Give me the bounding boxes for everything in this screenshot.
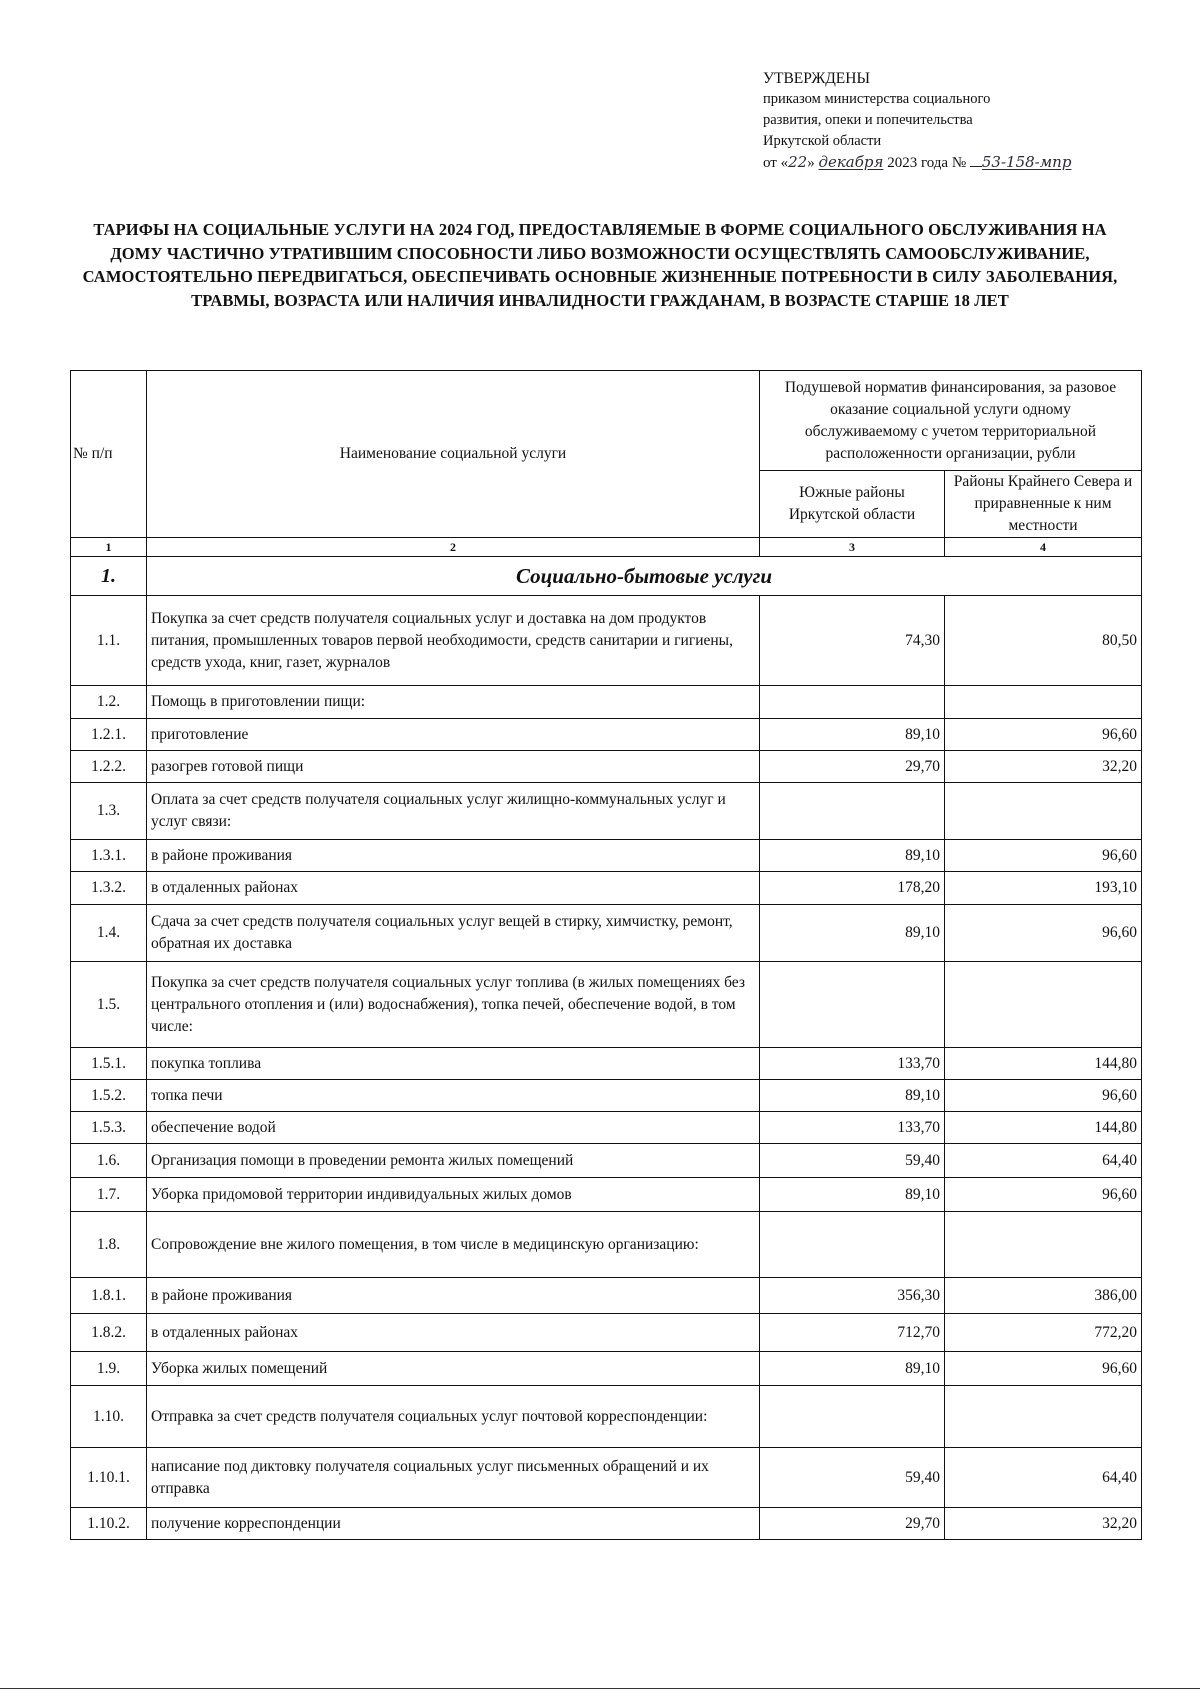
row-number: 1.5.3. bbox=[71, 1112, 147, 1144]
approval-title: УТВЕРЖДЕНЫ bbox=[763, 70, 870, 87]
row-south-tariff: 59,40 bbox=[760, 1144, 945, 1178]
row-south-tariff bbox=[760, 1386, 945, 1448]
table-row bbox=[71, 1314, 1142, 1352]
row-service-name: Отправка за счет средств получателя социальных услуг почтовой корреспонденции: bbox=[147, 1386, 760, 1448]
row-service-name: Помощь в приготовлении пищи: bbox=[147, 686, 760, 719]
row-service-name: Уборка жилых помещений bbox=[147, 1352, 760, 1386]
header-north: Районы Крайнего Севера и приравненные к ним местности bbox=[945, 471, 1142, 538]
table-row bbox=[71, 686, 1142, 719]
row-south-tariff: 178,20 bbox=[760, 872, 945, 905]
table-row bbox=[71, 1048, 1142, 1080]
table-row bbox=[71, 1386, 1142, 1448]
row-south-tariff: 133,70 bbox=[760, 1048, 945, 1080]
table-row bbox=[71, 1080, 1142, 1112]
header-num: № п/п bbox=[71, 371, 147, 538]
row-south-tariff bbox=[760, 783, 945, 840]
row-number: 1.3.2. bbox=[71, 872, 147, 905]
col-number: 3 bbox=[760, 538, 945, 557]
row-north-tariff: 32,20 bbox=[945, 1508, 1142, 1540]
table-row bbox=[71, 1212, 1142, 1278]
row-south-tariff: 89,10 bbox=[760, 719, 945, 751]
row-south-tariff bbox=[760, 1212, 945, 1278]
row-north-tariff: 96,60 bbox=[945, 840, 1142, 872]
tariffs-table bbox=[70, 370, 1142, 1540]
row-number: 1.3. bbox=[71, 783, 147, 840]
col-number: 1 bbox=[71, 538, 147, 557]
header-name: Наименование социальной услуги bbox=[147, 371, 760, 538]
document-title: ТАРИФЫ НА СОЦИАЛЬНЫЕ УСЛУГИ НА 2024 ГОД, ПРЕДОСТАВЛЯЕМЫЕ В ФОРМЕ СОЦИАЛЬНОГО ОБСЛУЖИВАНИЯ НА ДОМУ ЧАСТИЧНО УТРАТИВШИМ СПОСОБНОСТИ ЛИБО ВОЗМОЖНОСТИ ОСУЩЕСТВЛЯТЬ САМООБСЛУЖИВАНИЕ, САМОСТОЯТЕЛЬНО ПЕРЕДВИГАТЬСЯ, ОБЕСПЕЧИВАТЬ ОСНОВНЫЕ ЖИЗНЕННЫЕ ПОТРЕБНОСТИ В СИЛУ ЗАБОЛЕВАНИЯ, ТРАВМЫ, ВОЗРАСТА ИЛИ НАЛИЧИЯ ИНВАЛИДНОСТИ ГРАЖДАНАМ, В ВОЗРАСТЕ СТАРШЕ 18 ЛЕТ bbox=[82, 220, 1118, 310]
row-number: 1.4. bbox=[71, 905, 147, 962]
approval-block bbox=[763, 68, 1183, 174]
row-number: 1.1. bbox=[71, 596, 147, 686]
row-service-name: Уборка придомовой территории индивидуальных жилых домов bbox=[147, 1178, 760, 1212]
row-number: 1.5.1. bbox=[71, 1048, 147, 1080]
row-south-tariff bbox=[760, 962, 945, 1048]
row-north-tariff: 144,80 bbox=[945, 1048, 1142, 1080]
row-service-name: получение корреспонденции bbox=[147, 1508, 760, 1540]
row-south-tariff: 133,70 bbox=[760, 1112, 945, 1144]
row-north-tariff bbox=[945, 783, 1142, 840]
row-south-tariff: 356,30 bbox=[760, 1278, 945, 1314]
table-row bbox=[71, 1352, 1142, 1386]
row-south-tariff: 89,10 bbox=[760, 1178, 945, 1212]
row-south-tariff: 74,30 bbox=[760, 596, 945, 686]
row-service-name: Сопровождение вне жилого помещения, в том числе в медицинскую организацию: bbox=[147, 1212, 760, 1278]
row-service-name: в районе проживания bbox=[147, 840, 760, 872]
date-year: 2023 года № bbox=[883, 155, 970, 171]
column-numbers-row bbox=[71, 538, 1142, 557]
row-service-name: Оплата за счет средств получателя социальных услуг жилищно-коммунальных услуг и услуг связи: bbox=[147, 783, 760, 840]
table-row bbox=[71, 840, 1142, 872]
table-row bbox=[71, 1508, 1142, 1540]
table-row bbox=[71, 1278, 1142, 1314]
row-number: 1.10.2. bbox=[71, 1508, 147, 1540]
row-number: 1.2.2. bbox=[71, 751, 147, 783]
row-service-name: Организация помощи в проведении ремонта жилых помещений bbox=[147, 1144, 760, 1178]
row-number: 1.2.1. bbox=[71, 719, 147, 751]
section-number: 1. bbox=[71, 557, 147, 596]
row-north-tariff: 64,40 bbox=[945, 1448, 1142, 1508]
approval-line-1: приказом министерства социального bbox=[763, 91, 991, 107]
row-number: 1.10. bbox=[71, 1386, 147, 1448]
table-row bbox=[71, 783, 1142, 840]
row-service-name: в районе проживания bbox=[147, 1278, 760, 1314]
row-number: 1.9. bbox=[71, 1352, 147, 1386]
row-north-tariff: 772,20 bbox=[945, 1314, 1142, 1352]
row-number: 1.7. bbox=[71, 1178, 147, 1212]
row-service-name: в отдаленных районах bbox=[147, 1314, 760, 1352]
row-north-tariff: 80,50 bbox=[945, 596, 1142, 686]
approval-line-2: развития, опеки и попечительства bbox=[763, 112, 973, 128]
table-row bbox=[71, 751, 1142, 783]
approval-line-3: Иркутской области bbox=[763, 133, 882, 149]
table-row bbox=[71, 1178, 1142, 1212]
table-row bbox=[71, 962, 1142, 1048]
table-row bbox=[71, 872, 1142, 905]
row-number: 1.8.2. bbox=[71, 1314, 147, 1352]
scan-edge-line bbox=[0, 1688, 1200, 1689]
table-row bbox=[71, 1448, 1142, 1508]
row-south-tariff: 89,10 bbox=[760, 840, 945, 872]
row-number: 1.5. bbox=[71, 962, 147, 1048]
row-service-name: в отдаленных районах bbox=[147, 872, 760, 905]
row-south-tariff: 29,70 bbox=[760, 1508, 945, 1540]
row-service-name: Покупка за счет средств получателя социальных услуг и доставка на дом продуктов питания, промышленных товаров первой необходимости, средств санитарии и гигиены, средств ухода, книг, газет, журналов bbox=[147, 596, 760, 686]
row-north-tariff bbox=[945, 1212, 1142, 1278]
row-number: 1.6. bbox=[71, 1144, 147, 1178]
table-row bbox=[71, 596, 1142, 686]
row-number: 1.3.1. bbox=[71, 840, 147, 872]
row-north-tariff: 96,60 bbox=[945, 905, 1142, 962]
row-south-tariff: 29,70 bbox=[760, 751, 945, 783]
row-service-name: обеспечение водой bbox=[147, 1112, 760, 1144]
row-number: 1.5.2. bbox=[71, 1080, 147, 1112]
header-row bbox=[71, 371, 1142, 471]
row-service-name: Сдача за счет средств получателя социальных услуг вещей в стирку, химчистку, ремонт, обратная их доставка bbox=[147, 905, 760, 962]
row-north-tariff: 96,60 bbox=[945, 1080, 1142, 1112]
row-north-tariff bbox=[945, 962, 1142, 1048]
row-south-tariff: 89,10 bbox=[760, 1080, 945, 1112]
date-prefix: от « bbox=[763, 155, 789, 171]
row-service-name: написание под диктовку получателя социальных услуг письменных обращений и их отправка bbox=[147, 1448, 760, 1508]
row-number: 1.8.1. bbox=[71, 1278, 147, 1314]
table-row bbox=[71, 1112, 1142, 1144]
table-row bbox=[71, 1144, 1142, 1178]
row-service-name: топка печи bbox=[147, 1080, 760, 1112]
row-north-tariff: 32,20 bbox=[945, 751, 1142, 783]
row-north-tariff: 386,00 bbox=[945, 1278, 1142, 1314]
row-south-tariff bbox=[760, 686, 945, 719]
col-number: 4 bbox=[945, 538, 1142, 557]
date-day: 22 bbox=[788, 153, 808, 171]
row-service-name: Покупка за счет средств получателя социальных услуг топлива (в жилых помещениях без центрального отопления и (или) водоснабжения), топка печей, обеспечение водой, в том числе: bbox=[147, 962, 760, 1048]
header-south: Южные районы Иркутской области bbox=[760, 471, 945, 538]
row-service-name: приготовление bbox=[147, 719, 760, 751]
section-row bbox=[71, 557, 1142, 596]
row-number: 1.8. bbox=[71, 1212, 147, 1278]
row-north-tariff: 64,40 bbox=[945, 1144, 1142, 1178]
row-number: 1.10.1. bbox=[71, 1448, 147, 1508]
approval-date-line bbox=[763, 152, 1183, 174]
row-service-name: разогрев готовой пищи bbox=[147, 751, 760, 783]
row-south-tariff: 59,40 bbox=[760, 1448, 945, 1508]
row-north-tariff: 193,10 bbox=[945, 872, 1142, 905]
table-row bbox=[71, 905, 1142, 962]
row-number: 1.2. bbox=[71, 686, 147, 719]
table-row bbox=[71, 719, 1142, 751]
row-north-tariff: 96,60 bbox=[945, 1352, 1142, 1386]
row-north-tariff: 96,60 bbox=[945, 1178, 1142, 1212]
order-number: 53-158-мпр bbox=[981, 153, 1072, 171]
section-title: Социально-бытовые услуги bbox=[147, 557, 1142, 596]
row-south-tariff: 89,10 bbox=[760, 1352, 945, 1386]
row-north-tariff bbox=[945, 686, 1142, 719]
date-mid: » bbox=[807, 155, 815, 171]
row-service-name: покупка топлива bbox=[147, 1048, 760, 1080]
row-south-tariff: 712,70 bbox=[760, 1314, 945, 1352]
col-number: 2 bbox=[147, 538, 760, 557]
date-month: декабря bbox=[818, 153, 884, 171]
row-south-tariff: 89,10 bbox=[760, 905, 945, 962]
row-north-tariff bbox=[945, 1386, 1142, 1448]
row-north-tariff: 144,80 bbox=[945, 1112, 1142, 1144]
row-north-tariff: 96,60 bbox=[945, 719, 1142, 751]
header-norm: Подушевой норматив финансирования, за разовое оказание социальной услуги одному обслуживаемому с учетом территориальной расположенности организации, рубли bbox=[760, 371, 1142, 471]
